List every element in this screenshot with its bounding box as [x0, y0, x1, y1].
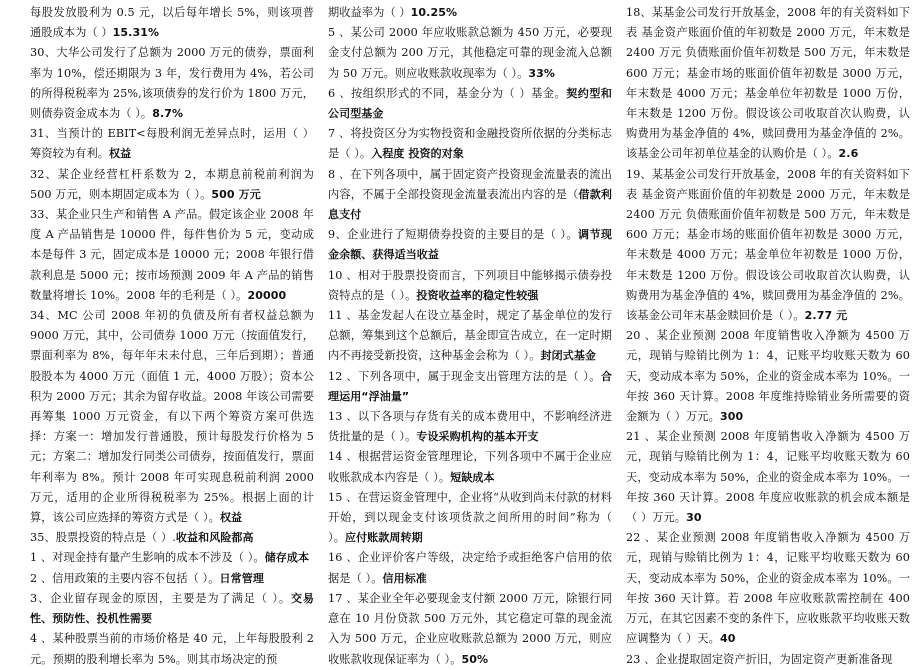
answer: 20000	[247, 288, 287, 302]
column-right	[626, 3, 911, 666]
question-text: 5 、某公司 2000 年应收账款总额为 450 万元，必要现金支付总额为 200 万元，其他稳定可靠的现金流入总额为 50 万元。则应收账款收现率为（ ）。	[328, 26, 612, 80]
answer: 2.77 元	[804, 309, 848, 323]
question-text: 32、某企业经营杠杆系数为 2，本期息前税前利润为 500 万元，则本期固定成本为（ ）。	[30, 167, 314, 201]
answer: 契约型和公司型基金	[328, 86, 612, 121]
answer: 8.7%	[152, 107, 184, 121]
question	[30, 569, 314, 589]
question-text: 31、当预计的 EBIT<每股利润无差异点时，运用（ ）筹资较为有利。	[30, 127, 314, 161]
answer: 40	[719, 632, 736, 646]
answer: 入程度 投资的对象	[371, 147, 464, 161]
question	[30, 548, 314, 568]
question	[328, 165, 612, 226]
question	[626, 165, 910, 327]
answer: 调节现金余额、获得适当收益	[328, 228, 612, 262]
answer: 信用标准	[382, 571, 427, 585]
question-text: 16 、企业评价客户等级，决定给予或拒绝客户信用的依据是（ ）。	[328, 551, 612, 585]
answer: 应付账款周转期	[344, 531, 423, 545]
question-text: 18、某基金公司发行开放基金，2008 年的有关资料如下表 基金资产账面价值的年初数是 2000 万元，年末数是 2400 万元 负债账面价值年初数是 500 万元，年末数是 600 万元；基金市场的账面价值年初数是 3000 万元，年末数是 4000 万元；基金单位年初数是 1000 万份，年末数是 1200 万份。假设该公司收取首次认购费，认购费用为基金净值的 4%，赎回费用为基金净值的 2%。该基金公司年初单位基金的认购价是（ ）。	[626, 6, 911, 161]
question-text: 12 、下列各项中，属于现金支出管理方法的是（ ）。	[328, 369, 601, 383]
answer: 合理运用“浮油量”	[328, 369, 612, 403]
question-text: 21 、某企业预测 2008 年度销售收入净额为 4500 万元，现销与赊销比例为 1：4，记账平均收账天数为 60 天，变动成本率为 50%，企业的资金成本率为 10%。一年按 360 天计算。2008 年度应收账款的机会成本额是（ ）万元。	[626, 430, 910, 525]
answer: 10.25%	[410, 6, 458, 19]
question	[30, 306, 314, 528]
question	[626, 650, 910, 670]
answer: 2.6	[838, 147, 859, 161]
question-text: 34、MC 公司 2008 年初的负债及所有者权益总额为 9000 万元，其中，公司债券 1000 万元（按面值发行，票面利率为 8%，每年年末未付息，三年后到期）；普通股股本为 4000 万元（面值 1 元，4000 万股）；资本公积为 2000 万元；其余为留存收益。2008 年该公司需要再筹集 1000 万元资金，有以下两个筹资方案可供选择：方案一：增加发行普通股，预计每股发行价格为 5 元；方案二：增加发行同类公司债券，按面值发行，票面年利率为 8%。预计 2008 年可实现息税前利润 2000 万元，适用的企业所得税税率为 25%。根据上面的计算，该公司应选择的筹资方式是（ ）。	[30, 309, 314, 525]
question-text: 3、企业留存现金的原因，主要是为了满足（ ）。	[30, 591, 291, 605]
question-text: 11 、基金发起人在设立基金时，规定了基金单位的发行总额，筹集到这个总额后，基金即宣告成立，在一定时期内不再接受新投资，这种基金会称为（ ）。	[328, 309, 612, 363]
question	[328, 447, 612, 487]
question	[626, 427, 910, 528]
question-text: 1 、对现金持有量产生影响的成本不涉及（ ）。	[30, 551, 265, 565]
answer: 30	[686, 511, 702, 525]
question-text: 14 、根据营运资金管理理论，下列各项中不属于企业应收账款成本内容是（ ）。	[328, 450, 612, 484]
answer: 收益和风险都高	[175, 531, 254, 545]
question-text: 7 、将投资区分为实物投资和金融投资所依据的分类标志是（ ）。	[328, 127, 612, 161]
question-text: 8 、在下列各项中，属于固定资产投资现金流量表的流出内容，不属于全部投资现金流量表流出内容的是（	[328, 167, 612, 201]
answer: 交易性、预防性、投机性需要	[30, 591, 314, 626]
answer: 封闭式基金	[540, 349, 597, 363]
question-text: 20 、某企业预测 2008 年度销售收入净额为 4500 万元，现销与赊销比例为 1：4，记账平均收账天数为 60 天，变动成本率为 50%，企业的资金成本率为 10%。一年按 360 天计算。2008 年度维持赊销业务所需要的资金额为（ ）万元。	[626, 329, 910, 424]
answer: 专设采购机构的基本开支	[416, 430, 539, 444]
question-text: 9、企业进行了短期债券投资的主要目的是（ ）。	[328, 228, 579, 242]
question	[328, 84, 612, 124]
question	[30, 205, 314, 306]
question-text: 2 、信用政策的主要内容不包括（ ）。	[30, 571, 220, 585]
answer: 投资收益率的稳定性较强	[416, 288, 539, 302]
answer: 储存成本	[264, 551, 310, 565]
question	[626, 528, 910, 649]
question-text: 30、大华公司发行了总额为 2000 万元的债券，票面利率为 10%，偿还期限为 3 年，发行费用为 4%，若公司的所得税税率为 25%,该项债券的发行价为 1800 万元，则债券资金成本为（ ）。	[30, 46, 314, 121]
answer: 权益	[219, 511, 243, 525]
question	[30, 43, 314, 124]
question-text: 22 、某企业预测 2008 年度销售收入净额为 4500 万元，现销与赊销比例为 1：4，记账平均收账天数为 60 天，变动成本率为 50%，企业的资金成本率为 10%。一年按 360 天计算。若 2008 年应收账款需控制在 400 万元，在其它因素不变的条件下，应收账款平均收账天数应调整为（ ）天。	[626, 531, 910, 646]
question-text: 每股发放股利为 0.5 元，以后每年增长 5%，则该项普通股成本为（ ）	[30, 6, 314, 40]
answer: 借款利息支付	[328, 187, 612, 222]
answer: 日常管理	[219, 571, 264, 585]
question	[30, 124, 314, 164]
answer: 15.31%	[112, 26, 160, 40]
question-text: 35、股票投资的特点是（ ）.	[30, 531, 176, 545]
question	[30, 528, 314, 548]
question	[328, 548, 612, 588]
question	[328, 488, 612, 549]
question-text: 17 、某企业全年必要现金支付额 2000 万元，除银行同意在 10 月份贷款 500 万元外，其它稳定可靠的现金流入为 500 万元，企业应收账款总额为 2000 万元，则应收账款收现保证率为（ ）。	[328, 591, 612, 666]
question	[328, 589, 612, 670]
question	[328, 266, 612, 306]
question	[30, 629, 314, 669]
answer: 33%	[528, 66, 556, 80]
question-text: 期收益率为（ ）	[328, 6, 411, 19]
question	[328, 225, 612, 265]
question-text: 23 、企业提取固定资产折旧，为固定资产更新准备现	[626, 652, 893, 666]
question	[328, 306, 612, 367]
answer: 50%	[461, 652, 489, 666]
question	[30, 3, 314, 43]
column-middle	[328, 3, 612, 666]
question-text: 6 、按组织形式的不同，基金分为（ ）基金。	[328, 86, 567, 100]
answer: 短缺成本	[450, 470, 495, 484]
question	[328, 124, 612, 164]
question	[328, 23, 612, 84]
column-left	[30, 3, 314, 666]
question-text: 4 、某种股票当前的市场价格是 40 元，上年每股股利 2 元。预期的股利增长率为 5%。则其市场决定的预	[30, 632, 314, 666]
question-text: 19、某基金公司发行开放基金，2008 年的有关资料如下表 基金资产账面价值的年初数是 2000 万元，年末数是 2400 万元 负债账面价值年初数是 500 万元，年末数是 600 万元；基金市场的账面价值年初数是 3000 万元，年末数是 4000 万元；基金单位年初数是 1000 万份，年末数是 1200 万份。假设该公司收取首次认购费，认购费用为基金净值的 4%，赎回费用为基金净值的 2%。该基金公司年末基金赎回价是（ ）。	[626, 167, 911, 323]
question	[328, 367, 612, 407]
answer: 权益	[109, 147, 132, 161]
question-text: 33、某企业只生产和销售 A 产品。假定该企业 2008 年度 A 产品销售是 10000 件，每件售价为 5 元，变动成本是每件 3 元，固定成本是 10000 元；2008 年银行借款利息是 5000 元；按市场预测 2009 年 A 产品的销售数量将增长 10%。2008 年的毛利是（ ）。	[30, 208, 314, 302]
question	[30, 589, 314, 629]
question	[626, 3, 910, 165]
answer: 300	[719, 410, 744, 424]
question-text: 13 、以下各项与存货有关的成本费用中，不影响经济进货批量的是（ ）。	[328, 410, 612, 444]
question	[328, 3, 612, 23]
question-text: 10 、相对于股票投资而言，下列项目中能够揭示债券投资特点的是（ ）。	[328, 268, 612, 302]
question-text: 15 、在营运资金管理中，企业将“从收到尚未付款的材料开始，到以现金支付该项货款之间所用的时间”称为（ ）。	[328, 490, 612, 545]
question	[626, 326, 910, 427]
question	[328, 407, 612, 447]
question	[30, 165, 314, 205]
answer: 500 万元	[211, 187, 261, 201]
